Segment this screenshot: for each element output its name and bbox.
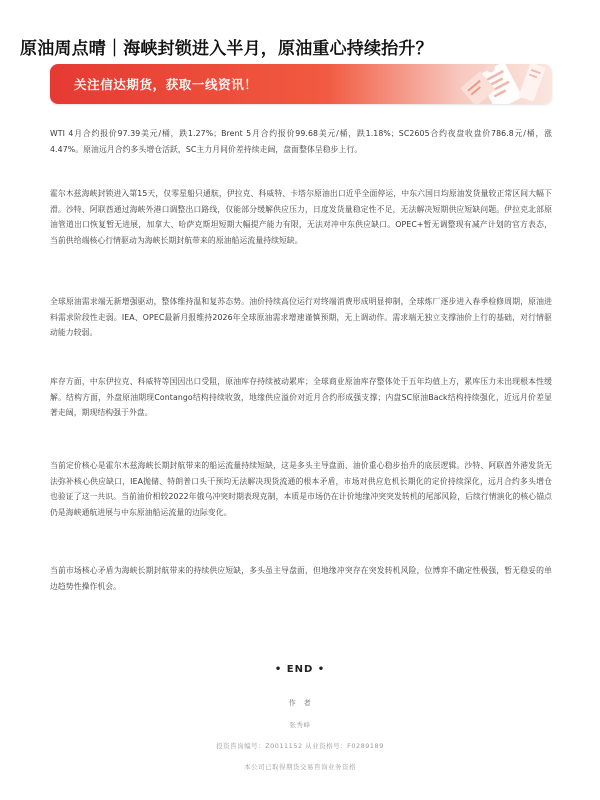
paragraph-supply: 霍尔木兹海峡封锁进入第15天，仅零星船只通航，伊拉克、科威特、卡塔尔原油出口近乎全面停运，中东六国日均原油发货量较正常区间大幅下滑。沙特、阿联酋通过海峡外港口调整出口路线，仅能部分缓解供应压力，日度发货量稳定性不足，无法解决短期供应短缺问题。伊拉克北部原油管道出口恢复暂无进展，加拿大、哈萨克斯坦短期大幅提产能力有限，无法对冲中东供应缺口。OPEC+暂无调整现有减产计划的官方表态，当前供给端核心行情驱动为海峡长期封航带来的原油船运流量持续短缺。 bbox=[50, 189, 552, 245]
paragraph-conclusion: 当前市场核心矛盾为海峡长期封航带来的持续供应短缺，多头虽主导盘面，但地缘冲突存在突发转机风险，位博弈不确定性极强，暂无稳妥的单边趋势性操作机会。 bbox=[50, 566, 552, 591]
end-marker: • END • bbox=[274, 664, 326, 675]
paragraph-demand: 全球原油需求端无新增强驱动，整体维持温和复苏态势。油价持续高位运行对终端消费形成明显抑制，全球炼厂逐步进入春季检修周期，原油进料需求阶段性走弱。IEA、OPEC最新月报维持2026年全球原油需求增速谨慎预期，无上调动作。需求端无独立支撑油价上行的基础，对行情驱动能力较弱。 bbox=[50, 297, 552, 337]
paragraph-pricing-core: 当前定价核心是霍尔木兹海峡长期封航带来的船运流量持续短缺，这是多头主导盘面、油价重心稳步抬升的底层逻辑。沙特、阿联酋外港发货无法弥补核心供应缺口，IEA抛储、特朗普口头干预均无法解决现货流通的根本矛盾，市场对供应危机长期化的定价持续深化，远月合约多头增仓也验证了这一共识。当前油价相较2022年俄乌冲突时期表现克制，本质是市场仍在计价地缘冲突突发转机的尾部风险，后续行情演化的核心锚点仍是海峡通航进展与中东原油船运流量的边际变化。 bbox=[50, 461, 552, 517]
paragraph-inventory: 库存方面，中东伊拉克、科威特等国因出口受阻，原油库存持续被动累库；全球商业原油库存整体处于五年均值上方，累库压力未出现根本性缓解。结构方面，外盘原油期现Contango结构持续收敛，地缘供应溢价对近月合约形成强支撑；内盘SC原油Back结构持续强化，近远月价差显著走阔，期现结构强于外盘。 bbox=[50, 377, 552, 417]
article-title: 原油周点晴｜海峡封锁进入半月，原油重心持续抬升？ bbox=[20, 39, 433, 59]
document-scroll-icon bbox=[446, 64, 546, 104]
follow-banner[interactable] bbox=[50, 64, 552, 104]
author-name: 张秀峰 bbox=[289, 721, 311, 729]
qualification-info: 本公司已取得期货交易咨询业务资格 bbox=[244, 763, 356, 771]
paragraph-market-summary: WTI 4月合约报价97.39美元/桶，跌1.27%；Brent 5月合约报价99.68美元/桶，跌1.18%；SC2605合约夜盘收盘价786.8元/桶，涨4.47%。原油远月合约多头增仓活跃，SC主力月间价差持续走阔，盘面整体呈稳步上行。 bbox=[50, 129, 552, 154]
license-info: 投资咨询编号：Z0011152 从业资格号：F0289189 bbox=[216, 742, 384, 750]
author-label: 作 者 bbox=[288, 699, 312, 707]
banner-text: 关注信达期货，获取一线资讯！ bbox=[74, 77, 258, 92]
